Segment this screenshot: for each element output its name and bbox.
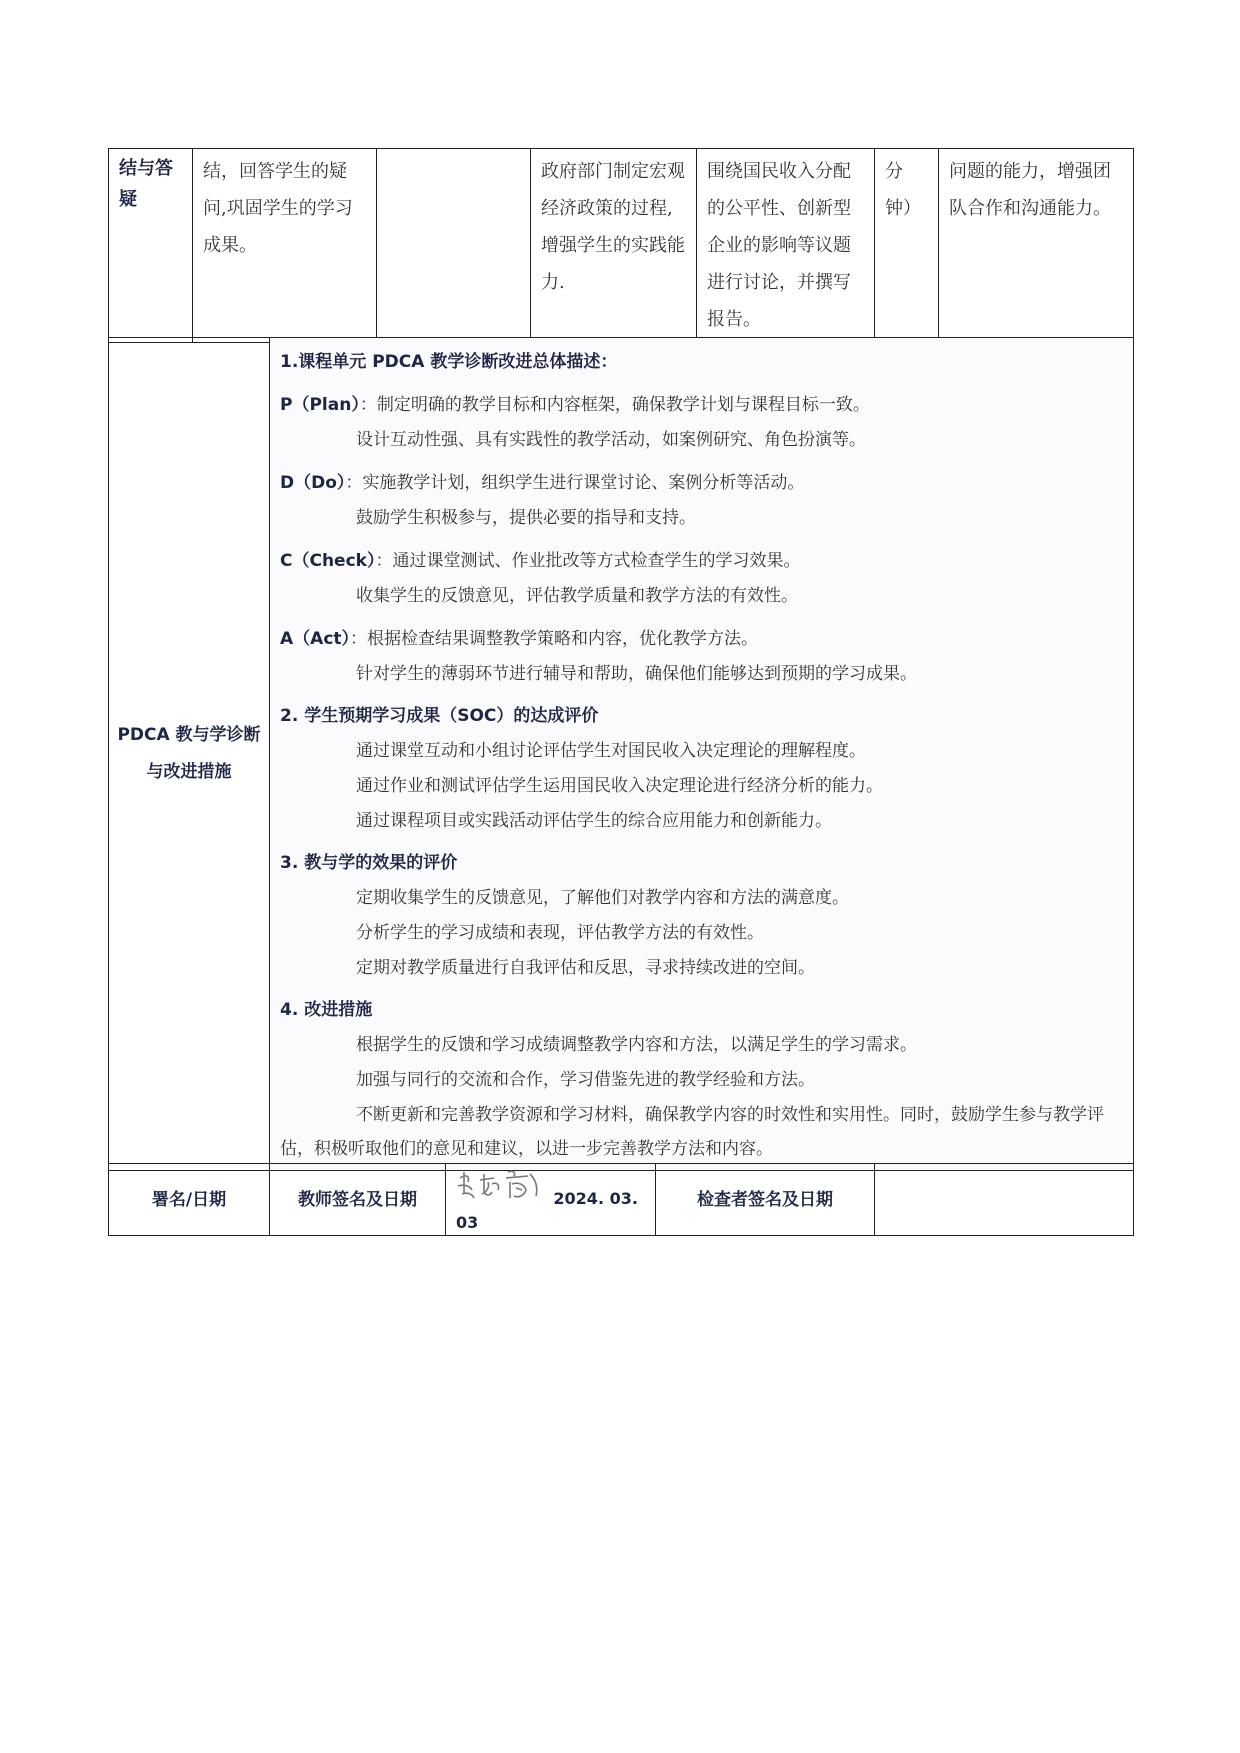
improve-heading: 4. 改进措施 xyxy=(280,1000,373,1020)
teacher-signature-date: 2024. 03. 03 xyxy=(456,1189,638,1232)
check-key: C（Check） xyxy=(280,551,376,571)
pdca-table xyxy=(108,337,1134,1171)
eval-heading: 3. 教与学的效果的评价 xyxy=(280,853,458,873)
soc-item: 通过作业和测试评估学生运用国民收入决定理论进行经济分析的能力。 xyxy=(356,776,883,796)
empty-cell xyxy=(377,149,531,343)
soc-heading: 2. 学生预期学习成果（SOC）的达成评价 xyxy=(280,706,599,726)
act-text: ：根据检查结果调整教学策略和内容，优化教学方法。 xyxy=(350,629,759,649)
plan-line-2: 设计互动性强、具有实践性的教学活动，如案例研究、角色扮演等。 xyxy=(356,430,866,450)
handwritten-signature xyxy=(456,1164,544,1211)
check-line-2: 收集学生的反馈意见，评估教学质量和教学方法的有效性。 xyxy=(356,586,798,606)
practice-cell: 政府部门制定宏观经济政策的过程,增强学生的实践能力. xyxy=(531,149,697,343)
check-text: ：通过课堂测试、作业批改等方式检查学生的学习效果。 xyxy=(375,551,801,571)
duration-cell: 分钟） xyxy=(875,149,939,343)
improve-item: 加强与同行的交流和合作，学习借鉴先进的教学经验和方法。 xyxy=(356,1070,815,1090)
improve-item: 根据学生的反馈和学习成绩调整教学内容和方法，以满足学生的学习需求。 xyxy=(356,1035,917,1055)
soc-item: 通过课程项目或实践活动评估学生的综合应用能力和创新能力。 xyxy=(356,811,832,831)
act-line xyxy=(280,622,1125,657)
plan-key: P（Plan） xyxy=(280,395,360,415)
check-line xyxy=(280,544,1125,579)
signature-table xyxy=(108,1163,1134,1236)
teacher-signature-cell xyxy=(446,1164,656,1236)
checker-signature-cell xyxy=(875,1164,1134,1236)
teacher-signature-label: 教师签名及日期 xyxy=(270,1164,446,1236)
plan-line xyxy=(280,388,1125,423)
signature-label: 署名/日期 xyxy=(109,1164,270,1236)
eval-item: 定期对教学质量进行自我评估和反思，寻求持续改进的空间。 xyxy=(356,958,815,978)
do-text: ：实施教学计划，组织学生进行课堂讨论、案例分析等活动。 xyxy=(345,473,805,493)
soc-item: 通过课堂互动和小组讨论评估学生对国民收入决定理论的理解程度。 xyxy=(356,741,866,761)
plan-text: ：制定明确的教学目标和内容框架，确保教学计划与课程目标一致。 xyxy=(359,395,870,415)
do-line xyxy=(280,466,1125,501)
eval-item: 定期收集学生的反馈意见，了解他们对教学内容和方法的满意度。 xyxy=(356,888,849,908)
improve-item-long: 不断更新和完善教学资源和学习材料，确保教学内容的时效性和实用性。同时，鼓励学生参与教学评估，积极听取他们的意见和建议，以进一步完善教学方法和内容。 xyxy=(280,1105,1104,1159)
pdca-label: PDCA 教与学诊断与改进措施 xyxy=(109,338,270,1171)
eval-item: 分析学生的学习成绩和表现，评估教学方法的有效性。 xyxy=(356,923,764,943)
stage-cell: 结与答疑 xyxy=(109,149,193,343)
act-line-2: 针对学生的薄弱环节进行辅导和帮助，确保他们能够达到预期的学习成果。 xyxy=(356,664,917,684)
pdca-heading-overview: 1.课程单元 PDCA 教学诊断改进总体描述： xyxy=(280,352,618,372)
task-cell: 围绕国民收入分配的公平性、创新型企业的影响等议题进行讨论，并撰写报告。 xyxy=(697,149,875,343)
checker-signature-label: 检查者签名及日期 xyxy=(656,1164,875,1236)
lesson-table-row xyxy=(108,148,1134,343)
act-key: A（Act） xyxy=(280,629,351,649)
pdca-content xyxy=(270,338,1134,1171)
do-key: D（Do） xyxy=(280,473,346,493)
do-line-2: 鼓励学生积极参与，提供必要的指导和支持。 xyxy=(356,508,696,528)
activity-cell: 结，回答学生的疑问,巩固学生的学习成果。 xyxy=(193,149,377,343)
objective-cell: 问题的能力，增强团队合作和沟通能力。 xyxy=(939,149,1134,343)
